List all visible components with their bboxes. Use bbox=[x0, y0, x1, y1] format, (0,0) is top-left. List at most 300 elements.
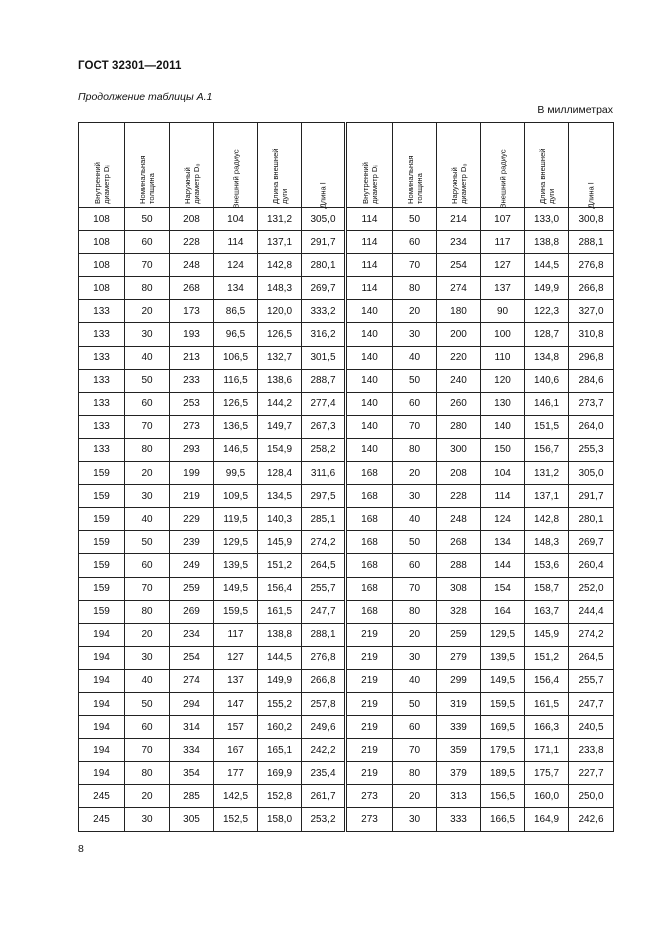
table-cell: 149,7 bbox=[258, 415, 302, 438]
table-cell: 114 bbox=[346, 208, 393, 231]
table-cell: 255,7 bbox=[302, 577, 346, 600]
column-header-label bbox=[498, 129, 507, 209]
table-cell: 131,2 bbox=[525, 462, 569, 485]
table-cell: 359 bbox=[437, 739, 481, 762]
table-cell: 194 bbox=[79, 716, 125, 739]
table-cell: 165,1 bbox=[258, 739, 302, 762]
table-cell: 305 bbox=[170, 808, 214, 831]
table-cell: 167 bbox=[214, 739, 258, 762]
table-row bbox=[79, 623, 614, 646]
table-cell: 120 bbox=[481, 369, 525, 392]
column-header-text: Длина l bbox=[318, 182, 328, 209]
table-cell: 229 bbox=[170, 508, 214, 531]
table-cell: 259 bbox=[437, 623, 481, 646]
table-cell: 227,7 bbox=[569, 762, 614, 785]
table-cell: 139,5 bbox=[214, 554, 258, 577]
table-cell: 144 bbox=[481, 554, 525, 577]
table-cell: 60 bbox=[125, 554, 170, 577]
table-cell: 294 bbox=[170, 692, 214, 715]
table-cell: 114 bbox=[346, 231, 393, 254]
table-cell: 273,7 bbox=[569, 392, 614, 415]
column-header bbox=[481, 123, 525, 208]
table-header-row bbox=[79, 123, 614, 208]
table-cell: 154,9 bbox=[258, 438, 302, 461]
table-cell: 70 bbox=[125, 739, 170, 762]
column-header-text: диаметр D₀ bbox=[458, 163, 468, 204]
table-cell: 169,9 bbox=[258, 762, 302, 785]
table-row bbox=[79, 808, 614, 831]
table-cell: 288,7 bbox=[302, 369, 346, 392]
column-header-text: Номинальная bbox=[405, 155, 415, 204]
column-header-label bbox=[319, 129, 328, 209]
table-cell: 50 bbox=[125, 531, 170, 554]
table-caption: Продолжение таблицы А.1 bbox=[78, 91, 213, 103]
table-cell: 285 bbox=[170, 785, 214, 808]
table-cell: 267,3 bbox=[302, 415, 346, 438]
table-cell: 96,5 bbox=[214, 323, 258, 346]
column-header-text: дуги bbox=[546, 188, 556, 204]
table-cell: 169,5 bbox=[481, 716, 525, 739]
table-cell: 131,2 bbox=[258, 208, 302, 231]
table-cell: 234 bbox=[170, 623, 214, 646]
column-header bbox=[214, 123, 258, 208]
table-row bbox=[79, 600, 614, 623]
table-cell: 301,5 bbox=[302, 346, 346, 369]
table-cell: 208 bbox=[170, 208, 214, 231]
table-cell: 86,5 bbox=[214, 300, 258, 323]
table-cell: 129,5 bbox=[481, 623, 525, 646]
table-cell: 124 bbox=[481, 508, 525, 531]
table-cell: 142,5 bbox=[214, 785, 258, 808]
table-cell: 233,8 bbox=[569, 739, 614, 762]
table-cell: 50 bbox=[393, 369, 437, 392]
table-cell: 30 bbox=[393, 323, 437, 346]
table-cell: 142,8 bbox=[258, 254, 302, 277]
table-cell: 20 bbox=[125, 623, 170, 646]
table-cell: 129,5 bbox=[214, 531, 258, 554]
table-cell: 70 bbox=[393, 739, 437, 762]
column-header-label bbox=[138, 124, 156, 204]
table-cell: 314 bbox=[170, 716, 214, 739]
table-cell: 247,7 bbox=[302, 600, 346, 623]
table-cell: 149,5 bbox=[214, 577, 258, 600]
table-row bbox=[79, 669, 614, 692]
table-cell: 219 bbox=[346, 692, 393, 715]
table-cell: 339 bbox=[437, 716, 481, 739]
column-header-label bbox=[406, 124, 424, 204]
table-cell: 269 bbox=[170, 600, 214, 623]
table-cell: 124 bbox=[214, 254, 258, 277]
table-cell: 140 bbox=[346, 300, 393, 323]
table-cell: 127 bbox=[214, 646, 258, 669]
table-cell: 288,1 bbox=[302, 623, 346, 646]
table-cell: 264,0 bbox=[569, 415, 614, 438]
table-cell: 269,7 bbox=[569, 531, 614, 554]
table-cell: 140 bbox=[346, 415, 393, 438]
table-cell: 264,5 bbox=[569, 646, 614, 669]
table-cell: 213 bbox=[170, 346, 214, 369]
table-cell: 264,5 bbox=[302, 554, 346, 577]
table-cell: 30 bbox=[393, 646, 437, 669]
table-cell: 80 bbox=[393, 762, 437, 785]
table-cell: 134 bbox=[214, 277, 258, 300]
table-cell: 60 bbox=[125, 392, 170, 415]
column-header bbox=[437, 123, 481, 208]
table-cell: 20 bbox=[125, 300, 170, 323]
table-cell: 328 bbox=[437, 600, 481, 623]
table-cell: 163,7 bbox=[525, 600, 569, 623]
table-cell: 151,2 bbox=[258, 554, 302, 577]
table-cell: 40 bbox=[125, 669, 170, 692]
table-cell: 260,4 bbox=[569, 554, 614, 577]
table-cell: 126,5 bbox=[214, 392, 258, 415]
table-cell: 248 bbox=[437, 508, 481, 531]
table-cell: 319 bbox=[437, 692, 481, 715]
table-row bbox=[79, 254, 614, 277]
table-cell: 140 bbox=[346, 323, 393, 346]
table-cell: 240,5 bbox=[569, 716, 614, 739]
table-cell: 40 bbox=[393, 669, 437, 692]
table-cell: 219 bbox=[170, 485, 214, 508]
table-cell: 166,3 bbox=[525, 716, 569, 739]
table-cell: 284,6 bbox=[569, 369, 614, 392]
table-cell: 50 bbox=[125, 692, 170, 715]
page-number: 8 bbox=[78, 843, 84, 855]
table-cell: 159,5 bbox=[214, 600, 258, 623]
column-header bbox=[170, 123, 214, 208]
table-cell: 140 bbox=[346, 438, 393, 461]
table-cell: 273 bbox=[346, 808, 393, 831]
table-cell: 194 bbox=[79, 762, 125, 785]
table-cell: 20 bbox=[393, 300, 437, 323]
table-cell: 146,1 bbox=[525, 392, 569, 415]
column-header-label bbox=[271, 124, 289, 204]
table-cell: 220 bbox=[437, 346, 481, 369]
table-cell: 291,7 bbox=[302, 231, 346, 254]
table-cell: 100 bbox=[481, 323, 525, 346]
table-cell: 20 bbox=[393, 785, 437, 808]
table-cell: 156,7 bbox=[525, 438, 569, 461]
table-cell: 255,3 bbox=[569, 438, 614, 461]
table-cell: 138,6 bbox=[258, 369, 302, 392]
table-cell: 354 bbox=[170, 762, 214, 785]
table-cell: 291,7 bbox=[569, 485, 614, 508]
table-cell: 168 bbox=[346, 462, 393, 485]
column-header bbox=[302, 123, 346, 208]
table-cell: 156,4 bbox=[525, 669, 569, 692]
column-header-label bbox=[587, 129, 596, 209]
table-row bbox=[79, 692, 614, 715]
table-cell: 60 bbox=[393, 554, 437, 577]
column-header-text: Внутренний bbox=[92, 162, 102, 204]
table-cell: 70 bbox=[393, 415, 437, 438]
table-cell: 194 bbox=[79, 623, 125, 646]
table-row bbox=[79, 485, 614, 508]
table-cell: 108 bbox=[79, 231, 125, 254]
table-cell: 133 bbox=[79, 323, 125, 346]
table-cell: 148,3 bbox=[525, 531, 569, 554]
table-cell: 136,5 bbox=[214, 415, 258, 438]
table-cell: 159 bbox=[79, 508, 125, 531]
table-cell: 334 bbox=[170, 739, 214, 762]
data-table bbox=[78, 122, 614, 832]
table-cell: 137,1 bbox=[525, 485, 569, 508]
table-cell: 152,8 bbox=[258, 785, 302, 808]
table-cell: 20 bbox=[393, 462, 437, 485]
table-cell: 333 bbox=[437, 808, 481, 831]
column-header-text: толщина bbox=[414, 173, 424, 204]
table-cell: 274,2 bbox=[302, 531, 346, 554]
table-row bbox=[79, 508, 614, 531]
table-cell: 168 bbox=[346, 508, 393, 531]
table-cell: 149,9 bbox=[525, 277, 569, 300]
table-cell: 144,5 bbox=[525, 254, 569, 277]
table-row bbox=[79, 785, 614, 808]
table-cell: 160,0 bbox=[525, 785, 569, 808]
table-cell: 133 bbox=[79, 300, 125, 323]
table-cell: 122,3 bbox=[525, 300, 569, 323]
table-cell: 276,8 bbox=[302, 646, 346, 669]
table-cell: 248 bbox=[170, 254, 214, 277]
table-cell: 140 bbox=[481, 415, 525, 438]
table-cell: 258,2 bbox=[302, 438, 346, 461]
table-cell: 127 bbox=[481, 254, 525, 277]
column-header-label bbox=[93, 124, 111, 204]
table-cell: 242,2 bbox=[302, 739, 346, 762]
table-cell: 20 bbox=[125, 785, 170, 808]
table-cell: 168 bbox=[346, 554, 393, 577]
column-header-text: Длина внешней bbox=[537, 148, 547, 204]
table-cell: 159 bbox=[79, 531, 125, 554]
table-cell: 193 bbox=[170, 323, 214, 346]
table-cell: 159 bbox=[79, 485, 125, 508]
table-row bbox=[79, 716, 614, 739]
table-cell: 40 bbox=[393, 508, 437, 531]
column-header bbox=[258, 123, 302, 208]
table-cell: 240 bbox=[437, 369, 481, 392]
table-cell: 159 bbox=[79, 577, 125, 600]
table-cell: 137 bbox=[481, 277, 525, 300]
table-cell: 20 bbox=[393, 623, 437, 646]
table-cell: 164 bbox=[481, 600, 525, 623]
table-cell: 269,7 bbox=[302, 277, 346, 300]
table-cell: 189,5 bbox=[481, 762, 525, 785]
table-cell: 200 bbox=[437, 323, 481, 346]
table-cell: 117 bbox=[481, 231, 525, 254]
table-cell: 142,8 bbox=[525, 508, 569, 531]
table-cell: 257,8 bbox=[302, 692, 346, 715]
table-cell: 134,5 bbox=[258, 485, 302, 508]
table-cell: 288 bbox=[437, 554, 481, 577]
table-cell: 300,8 bbox=[569, 208, 614, 231]
table-row bbox=[79, 208, 614, 231]
table-cell: 194 bbox=[79, 692, 125, 715]
column-header-text: диаметр Dᵢ bbox=[369, 165, 379, 204]
column-header-text: Номинальная bbox=[138, 155, 147, 204]
table-row bbox=[79, 392, 614, 415]
document-title: ГОСТ 32301—2011 bbox=[78, 60, 182, 72]
table-cell: 40 bbox=[393, 346, 437, 369]
table-cell: 168 bbox=[346, 485, 393, 508]
table-cell: 60 bbox=[393, 716, 437, 739]
table-cell: 50 bbox=[393, 692, 437, 715]
table-cell: 132,7 bbox=[258, 346, 302, 369]
table-cell: 308 bbox=[437, 577, 481, 600]
column-header-text: Внешний радиус bbox=[231, 149, 240, 209]
table-cell: 140,6 bbox=[525, 369, 569, 392]
table-row bbox=[79, 438, 614, 461]
table-cell: 152,5 bbox=[214, 808, 258, 831]
table-cell: 80 bbox=[393, 277, 437, 300]
table-cell: 133,0 bbox=[525, 208, 569, 231]
table-cell: 140,3 bbox=[258, 508, 302, 531]
table-cell: 145,9 bbox=[525, 623, 569, 646]
table-cell: 50 bbox=[393, 208, 437, 231]
table-cell: 311,6 bbox=[302, 462, 346, 485]
table-cell: 194 bbox=[79, 739, 125, 762]
table-cell: 108 bbox=[79, 277, 125, 300]
table-cell: 108 bbox=[79, 208, 125, 231]
table-cell: 219 bbox=[346, 716, 393, 739]
table-cell: 70 bbox=[393, 254, 437, 277]
table-cell: 30 bbox=[125, 485, 170, 508]
table-cell: 253,2 bbox=[302, 808, 346, 831]
table-cell: 60 bbox=[393, 231, 437, 254]
table-cell: 30 bbox=[393, 808, 437, 831]
table-cell: 297,5 bbox=[302, 485, 346, 508]
table-cell: 116,5 bbox=[214, 369, 258, 392]
table-cell: 148,3 bbox=[258, 277, 302, 300]
table-cell: 90 bbox=[481, 300, 525, 323]
table-cell: 30 bbox=[393, 485, 437, 508]
table-cell: 110 bbox=[481, 346, 525, 369]
table-row bbox=[79, 277, 614, 300]
table-cell: 146,5 bbox=[214, 438, 258, 461]
table-cell: 60 bbox=[125, 716, 170, 739]
table-row bbox=[79, 300, 614, 323]
column-header bbox=[125, 123, 170, 208]
table-cell: 139,5 bbox=[481, 646, 525, 669]
column-header-text: Длина внешней bbox=[270, 148, 280, 204]
column-header bbox=[525, 123, 569, 208]
column-header-text: диаметр D₀ bbox=[191, 163, 201, 204]
table-cell: 133 bbox=[79, 392, 125, 415]
table-cell: 107 bbox=[481, 208, 525, 231]
table-cell: 239 bbox=[170, 531, 214, 554]
table-cell: 244,4 bbox=[569, 600, 614, 623]
table-cell: 80 bbox=[393, 438, 437, 461]
table-cell: 274 bbox=[437, 277, 481, 300]
table-cell: 126,5 bbox=[258, 323, 302, 346]
table-cell: 114 bbox=[346, 277, 393, 300]
table-cell: 310,8 bbox=[569, 323, 614, 346]
table-cell: 159 bbox=[79, 554, 125, 577]
table-cell: 50 bbox=[393, 531, 437, 554]
table-cell: 151,5 bbox=[525, 415, 569, 438]
table-cell: 134,8 bbox=[525, 346, 569, 369]
table-cell: 280 bbox=[437, 415, 481, 438]
table-cell: 279 bbox=[437, 646, 481, 669]
table-cell: 254 bbox=[170, 646, 214, 669]
table-cell: 149,5 bbox=[481, 669, 525, 692]
column-header-label bbox=[361, 124, 379, 204]
table-row bbox=[79, 646, 614, 669]
table-cell: 144,2 bbox=[258, 392, 302, 415]
table-cell: 214 bbox=[437, 208, 481, 231]
table-cell: 144,5 bbox=[258, 646, 302, 669]
table-cell: 138,8 bbox=[525, 231, 569, 254]
table-cell: 140 bbox=[346, 392, 393, 415]
table-cell: 219 bbox=[346, 646, 393, 669]
table-cell: 156,5 bbox=[481, 785, 525, 808]
table-cell: 158,7 bbox=[525, 577, 569, 600]
table-cell: 70 bbox=[393, 577, 437, 600]
table-cell: 159 bbox=[79, 600, 125, 623]
table-cell: 80 bbox=[393, 600, 437, 623]
table-cell: 300 bbox=[437, 438, 481, 461]
table-cell: 159 bbox=[79, 462, 125, 485]
table-cell: 60 bbox=[393, 392, 437, 415]
table-cell: 250,0 bbox=[569, 785, 614, 808]
table-cell: 266,8 bbox=[569, 277, 614, 300]
table-cell: 253 bbox=[170, 392, 214, 415]
table-cell: 104 bbox=[481, 462, 525, 485]
table-cell: 70 bbox=[125, 577, 170, 600]
table-cell: 147 bbox=[214, 692, 258, 715]
column-header-text: Наружный bbox=[182, 167, 192, 204]
table-row bbox=[79, 577, 614, 600]
table-cell: 133 bbox=[79, 438, 125, 461]
table-cell: 99,5 bbox=[214, 462, 258, 485]
table-cell: 285,1 bbox=[302, 508, 346, 531]
table-cell: 245 bbox=[79, 808, 125, 831]
table-cell: 168 bbox=[346, 531, 393, 554]
table-cell: 274 bbox=[170, 669, 214, 692]
table-cell: 128,4 bbox=[258, 462, 302, 485]
table-cell: 151,2 bbox=[525, 646, 569, 669]
table-cell: 199 bbox=[170, 462, 214, 485]
table-cell: 179,5 bbox=[481, 739, 525, 762]
table-cell: 153,6 bbox=[525, 554, 569, 577]
column-header-label bbox=[183, 124, 201, 204]
table-cell: 161,5 bbox=[258, 600, 302, 623]
table-cell: 117 bbox=[214, 623, 258, 646]
table-cell: 280,1 bbox=[569, 508, 614, 531]
table-cell: 273 bbox=[170, 415, 214, 438]
table-cell: 180 bbox=[437, 300, 481, 323]
table-cell: 268 bbox=[170, 277, 214, 300]
table-cell: 106,5 bbox=[214, 346, 258, 369]
column-header-text: Наружный bbox=[449, 167, 459, 204]
table-cell: 252,0 bbox=[569, 577, 614, 600]
table-cell: 160,2 bbox=[258, 716, 302, 739]
table-cell: 20 bbox=[125, 462, 170, 485]
table-cell: 161,5 bbox=[525, 692, 569, 715]
table-cell: 293 bbox=[170, 438, 214, 461]
column-header-text: толщина bbox=[147, 173, 156, 204]
table-row bbox=[79, 739, 614, 762]
column-header bbox=[569, 123, 614, 208]
table-cell: 168 bbox=[346, 577, 393, 600]
table-cell: 137,1 bbox=[258, 231, 302, 254]
table-cell: 158,0 bbox=[258, 808, 302, 831]
table-row bbox=[79, 462, 614, 485]
table-cell: 219 bbox=[346, 623, 393, 646]
table-cell: 120,0 bbox=[258, 300, 302, 323]
data-table-container bbox=[78, 122, 613, 832]
column-header-label bbox=[450, 124, 468, 204]
column-header-label bbox=[538, 124, 556, 204]
